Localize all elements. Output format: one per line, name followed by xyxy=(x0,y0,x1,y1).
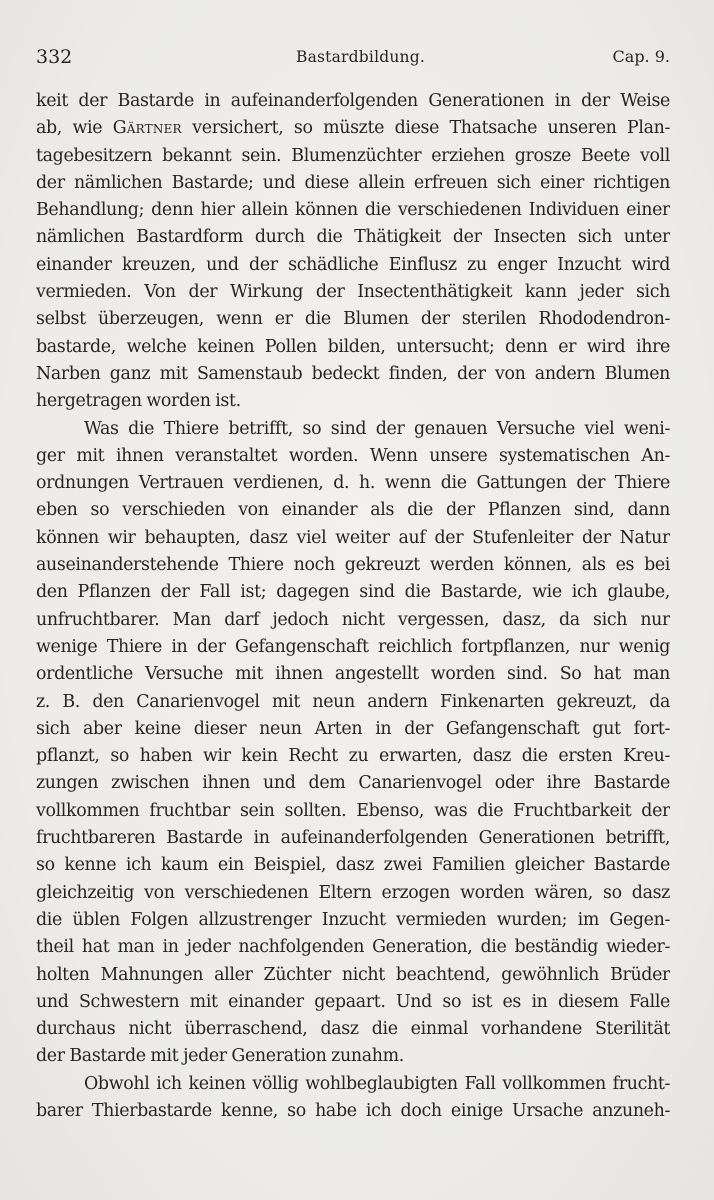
text-line: unfruchtbarer. Man darf jedoch nicht vergessen, dasz, da sich nur xyxy=(36,609,670,630)
text-line: ab, wie Gärtner versichert, so müszte diese Thatsache unseren Plan- xyxy=(36,118,670,139)
text-line: nämlichen Bastardform durch die Thätigkeit der Insecten sich unter xyxy=(36,227,670,248)
text-line: wenige Thiere in der Gefangenschaft reichlich fortpflanzen, nur wenig xyxy=(36,636,670,657)
text-line: Behandlung; denn hier allein können die verschiedenen Individuen einer xyxy=(36,200,670,221)
text-line: z. B. den Canarienvogel mit neun andern Finkenarten gekreuzt, da xyxy=(36,691,670,712)
text-line: bastarde, welche keinen Pollen bilden, untersucht; denn er wird ihre xyxy=(36,336,670,357)
text-line: Obwohl ich keinen völlig wohlbeglaubigten Fall vollkommen frucht- xyxy=(84,1073,670,1094)
text-line: vermieden. Von der Wirkung der Insectenthätigkeit kann jeder sich xyxy=(36,282,670,303)
text-line: keit der Bastarde in aufeinanderfolgenden Generationen in der Weise xyxy=(36,91,670,111)
text-line: theil hat man in jeder nachfolgenden Generation, die beständig wieder- xyxy=(36,937,670,958)
text-line: und Schwestern mit einander gepaart. Und so ist es in diesem Falle xyxy=(36,991,670,1012)
text-line: durchaus nicht überraschend, dasz die einmal vorhandene Sterilität xyxy=(36,1019,670,1040)
text-line: ordnungen Vertrauen verdienen, d. h. wenn die Gattungen der Thiere xyxy=(36,473,670,494)
text-line: Was die Thiere betrifft, so sind der genauen Versuche viel weni- xyxy=(84,418,670,439)
text-line: zungen zwischen ihnen und dem Canarienvogel oder ihre Bastarde xyxy=(36,773,670,794)
text-line: holten Mahnungen aller Züchter nicht beachtend, gewöhnlich Brüder xyxy=(36,964,670,985)
author-name: Gärtner xyxy=(112,118,182,139)
text-line: auseinanderstehende Thiere noch gekreuzt werden können, als es bei xyxy=(36,555,670,576)
text-line: selbst überzeugen, wenn er die Blumen der sterilen Rhododendron- xyxy=(36,309,670,330)
text-line: ger mit ihnen veranstaltet worden. Wenn unsere systematischen An- xyxy=(36,445,670,466)
text-line: fruchtbareren Bastarde in aufeinanderfolgenden Generationen betrifft, xyxy=(36,828,670,849)
text-line: eben so verschieden von einander als die der Pflanzen sind, dann xyxy=(36,500,670,521)
text-line: so kenne ich kaum ein Beispiel, dasz zwei Familien gleicher Bastarde xyxy=(36,855,670,876)
text-line: gleichzeitig von verschiedenen Eltern erzogen worden wären, so dasz xyxy=(36,882,670,903)
text-line: barer Thierbastarde kenne, so habe ich doch einige Ursache anzuneh- xyxy=(36,1100,670,1121)
paragraph xyxy=(36,88,670,416)
text-line: der nämlichen Bastarde; und diese allein erfreuen sich einer richtigen xyxy=(36,172,670,193)
text-line: ordentliche Versuche mit ihnen angestellt worden sind. So hat man xyxy=(36,664,670,685)
paragraph xyxy=(36,416,670,1071)
text-line: pflanzt, so haben wir kein Recht zu erwarten, dasz die ersten Kreu- xyxy=(36,746,670,767)
text-line: die üblen Folgen allzustrenger Inzucht vermieden wurden; im Gegen- xyxy=(36,909,670,930)
text-line: vollkommen fruchtbar sein sollten. Ebenso, was die Fruchtbarkeit der xyxy=(36,800,670,821)
running-head xyxy=(36,44,670,70)
text-line: tagebesitzern bekannt sein. Blumenzüchter erziehen grosze Beete voll xyxy=(36,145,670,166)
chapter-label: Cap. 9. xyxy=(612,47,670,66)
text-line: sich aber keine dieser neun Arten in der Gefangenschaft gut fort- xyxy=(36,718,670,739)
text-line: hergetragen worden ist. xyxy=(36,391,241,412)
text-line: den Pflanzen der Fall ist; dagegen sind die Bastarde, wie ich glaube, xyxy=(36,582,670,603)
body-text xyxy=(36,88,670,1125)
paragraph xyxy=(36,1071,670,1126)
running-title: Bastardbildung. xyxy=(296,48,425,66)
text-line: einander kreuzen, und der schädliche Einflusz zu enger Inzucht wird xyxy=(36,254,670,275)
text-line: der Bastarde mit jeder Generation zunahm. xyxy=(36,1046,404,1067)
page-number: 332 xyxy=(36,46,73,68)
text-line: können wir behaupten, dasz viel weiter auf der Stufenleiter der Natur xyxy=(36,527,670,548)
text-line: Narben ganz mit Samenstaub bedeckt finden, der von andern Blumen xyxy=(36,363,670,384)
